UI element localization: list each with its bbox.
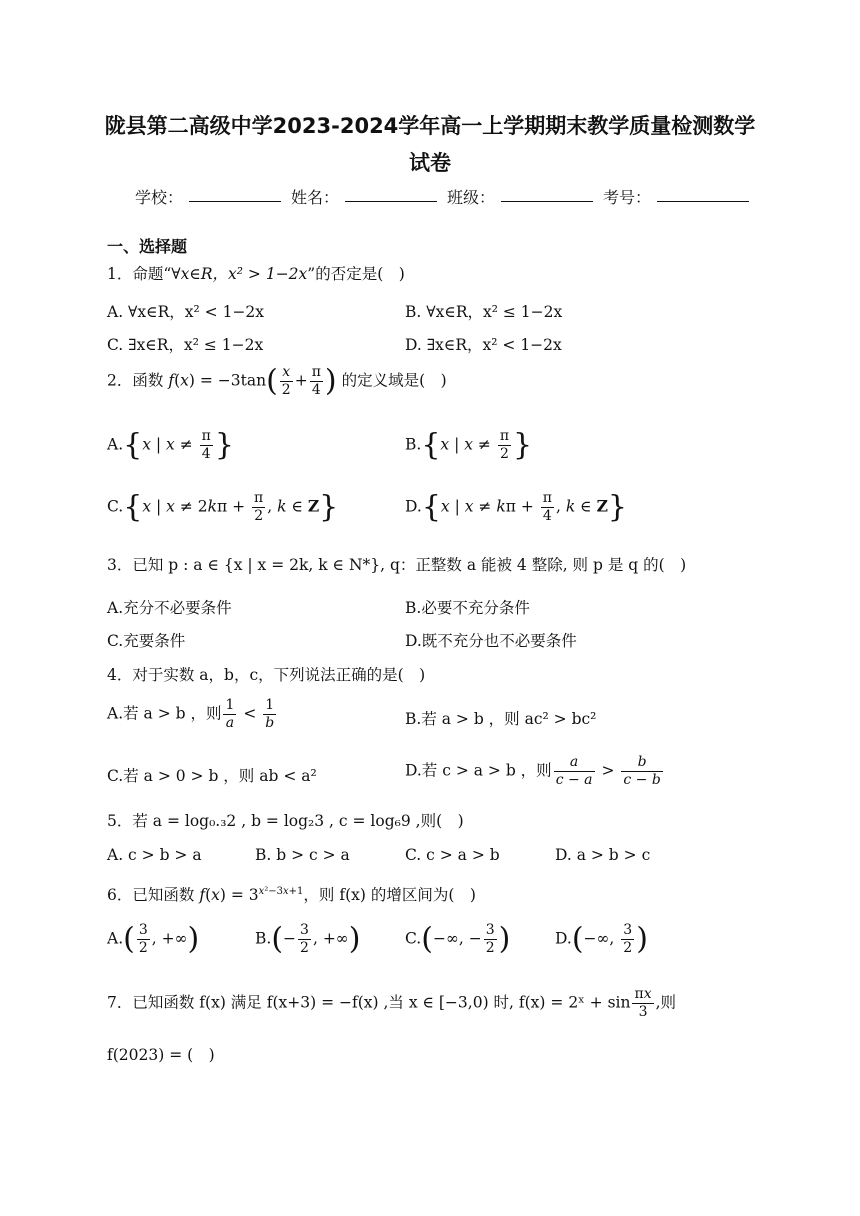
q2-option-a[interactable]: A.{x | x ≠ $\frac{\pi}{4}$ } <box>107 427 234 463</box>
q1-stem-math: ∀x∈R，x² > 1−2x <box>171 265 308 283</box>
q6-option-a-label: A. <box>107 929 124 948</box>
question-3-stem: 3．已知 p : a ∈ {x | x = 2k, k ∈ N*}, q：正整数 a 能被 4 整除, 则 p 是 q 的( ) <box>107 556 687 574</box>
q2-stem-pre: 2．函数 <box>107 371 164 390</box>
q6-function-expr: $f(x) = 3^{x^2-3x+1}$ <box>199 885 304 904</box>
q4-option-a-text: A.若 a > b ，则 <box>107 704 222 723</box>
q7-stem-pre: 7．已知函数 f(x) 满足 f(x+3) = −f(x) ,当 x ∈ [−3,0) 时, f(x) = 2ˣ + sin <box>107 993 631 1012</box>
exam-title-line1: 陇县第二高级中学2023-2024学年高一上学期期末教学质量检测数学 <box>104 114 756 138</box>
school-label: 学校： <box>135 188 184 207</box>
class-label: 班级： <box>447 188 496 207</box>
q4-option-d-text: D.若 c > a > b ，则 <box>405 761 552 780</box>
q5-option-d[interactable]: D. a > b > c <box>555 846 651 864</box>
q4-option-a[interactable]: A.若 a > b ，则 $\frac{1}{a}$ < $\frac{1}{b}$ <box>107 697 275 731</box>
question-6-stem <box>107 883 476 905</box>
question-5-stem: 5．若 a = log₀.₃2 , b = log₂3 , c = log₆9 ,则( ) <box>107 812 464 830</box>
q7-stem-post: ,则 <box>655 993 677 1012</box>
q5-option-a[interactable]: A. c > b > a <box>107 846 202 864</box>
q3-option-a[interactable]: A.充分不必要条件 <box>107 599 232 617</box>
question-2-stem: 2．函数 f(x) = −3tan( $\frac{x}{2}$ + $\frac{\pi}{4}$ ) 的定义域是( ) <box>107 363 447 399</box>
q6-option-b-label: B. <box>255 929 272 948</box>
q6-option-a[interactable]: A.( $\frac{3}{2}$ , +∞) <box>107 921 200 957</box>
q5-option-b[interactable]: B. b > c > a <box>255 846 350 864</box>
name-blank[interactable] <box>345 185 437 202</box>
q4-option-b[interactable]: B.若 a > b ，则 ac² > bc² <box>405 710 597 728</box>
q6-stem-post: ，则 f(x) 的增区间为( ) <box>303 886 476 904</box>
q6-stem-pre: 6．已知函数 <box>107 886 195 904</box>
q6-option-c-label: C. <box>405 929 422 948</box>
id-label: 考号： <box>603 188 652 207</box>
q5-option-c[interactable]: C. c > a > b <box>405 846 500 864</box>
q6-option-b[interactable]: B.(− $\frac{3}{2}$ , +∞) <box>255 921 361 957</box>
q1-option-c[interactable]: C. ∃x∈R，x² ≤ 1−2x <box>107 336 264 354</box>
class-blank[interactable] <box>501 185 593 202</box>
exam-title-line2: 试卷 <box>409 151 451 175</box>
q2-option-b-label: B. <box>405 435 422 454</box>
q6-option-d[interactable]: D.(−∞, $\frac{3}{2}$ ) <box>555 921 648 957</box>
q3-option-d[interactable]: D.既不充分也不必要条件 <box>405 632 577 650</box>
q1-stem-pre: 1．命题“ <box>107 265 172 283</box>
q1-option-b[interactable]: B. ∀x∈R，x² ≤ 1−2x <box>405 303 563 321</box>
id-blank[interactable] <box>657 185 749 202</box>
q2-option-c-label: C. <box>107 497 124 516</box>
question-4-stem: 4．对于实数 a，b，c，下列说法正确的是( ) <box>107 666 426 684</box>
q2-option-d[interactable]: D.{x | x ≠ kπ + $\frac{\pi}{4}$ , k ∈ Z} <box>405 489 627 525</box>
q6-option-d-label: D. <box>555 929 572 948</box>
q3-option-b[interactable]: B.必要不充分条件 <box>405 599 530 617</box>
name-label: 姓名： <box>291 188 340 207</box>
q1-option-d[interactable]: D. ∃x∈R，x² < 1−2x <box>405 336 562 354</box>
question-7-stem: 7．已知函数 f(x) 满足 f(x+3) = −f(x) ,当 x ∈ [−3,0) 时, f(x) = 2ˣ + sin $\frac{\pi x}{3}$ ,则 <box>107 986 677 1020</box>
question-1-stem <box>107 262 405 284</box>
q4-option-d[interactable]: D.若 c > a > b ，则 $\frac{a}{c - a}$ > $\frac{b}{c - b}$ <box>405 754 661 788</box>
school-blank[interactable] <box>189 185 281 202</box>
section-title: 一、选择题 <box>107 237 188 256</box>
q2-stem-post: 的定义域是( ) <box>341 371 447 390</box>
q1-stem-post: ”的否定是( ) <box>307 265 405 283</box>
q2-function-expr: f <box>168 371 175 390</box>
q2-option-b[interactable]: B.{x | x ≠ $\frac{\pi}{2}$ } <box>405 427 533 463</box>
q6-option-c[interactable]: C.(−∞, − $\frac{3}{2}$ ) <box>405 921 511 957</box>
q2-option-a-label: A. <box>107 435 124 454</box>
q2-option-d-label: D. <box>405 497 422 516</box>
student-info-row <box>135 185 753 208</box>
q1-option-a[interactable]: A. ∀x∈R，x² < 1−2x <box>107 303 265 321</box>
q3-option-c[interactable]: C.充要条件 <box>107 632 186 650</box>
q4-option-c[interactable]: C.若 a > 0 > b ，则 ab < a² <box>107 767 317 785</box>
q2-option-c[interactable]: C.{x | x ≠ 2kπ + $\frac{\pi}{2}$ , k ∈ Z} <box>107 489 339 525</box>
question-7-line2: f(2023) = ( ) <box>107 1046 215 1064</box>
